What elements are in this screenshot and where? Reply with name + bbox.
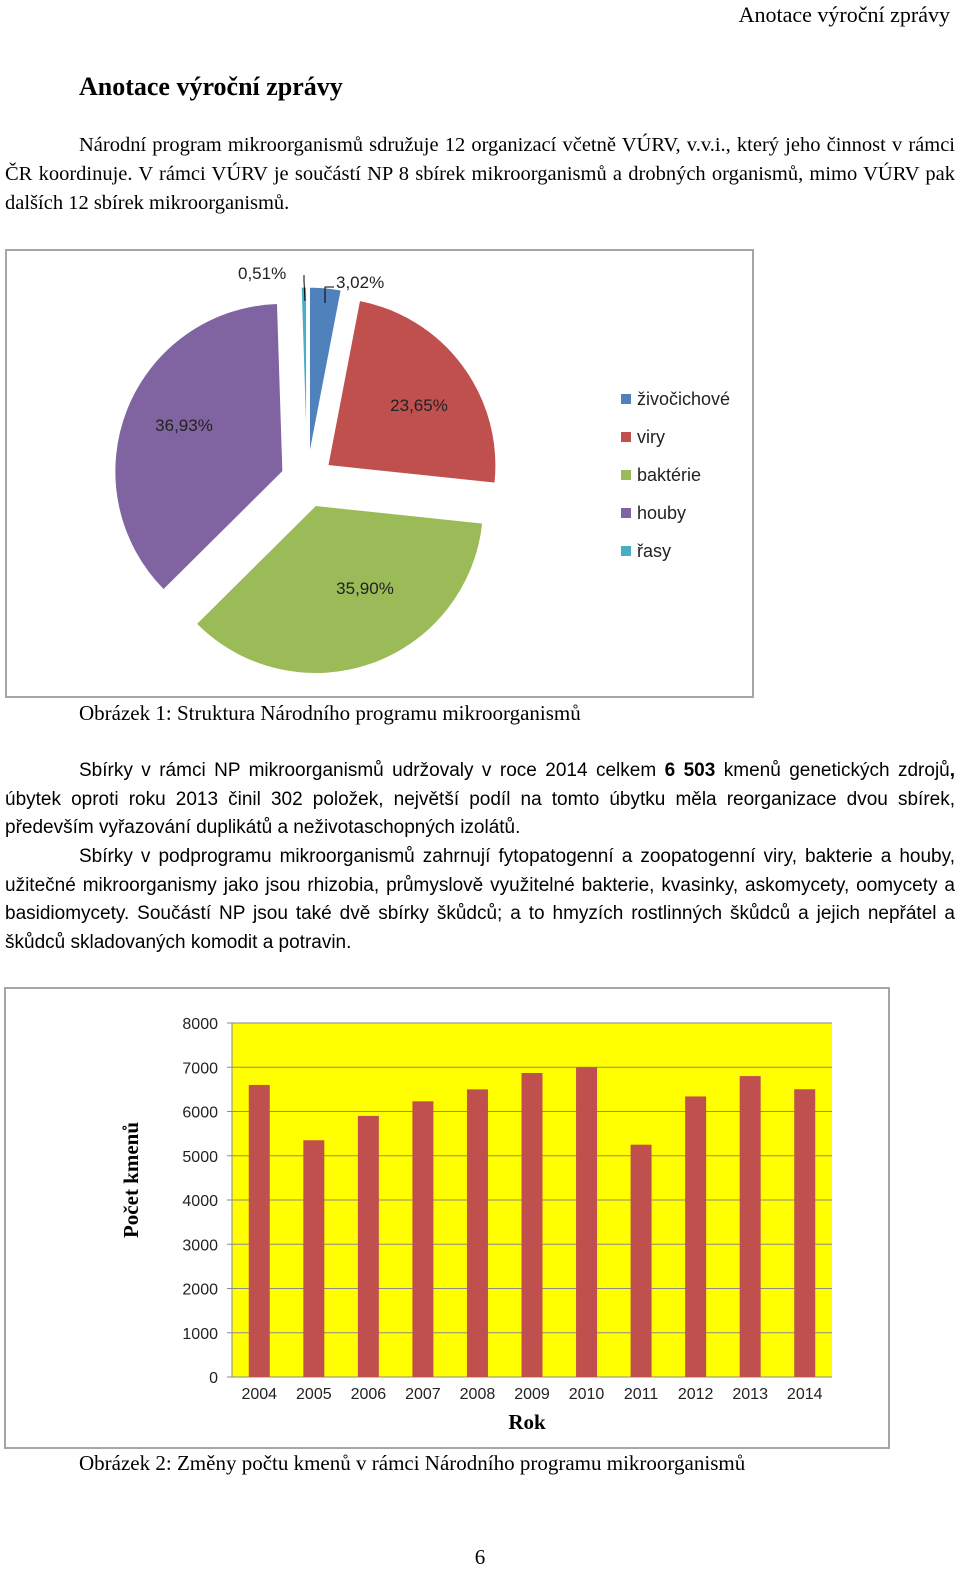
p2-comma: ,: [949, 760, 956, 781]
legend-swatch-2: [621, 470, 631, 480]
bar-2005: [303, 1140, 324, 1377]
x-tick-label-2006: 2006: [350, 1386, 387, 1403]
bar-2009: [522, 1073, 543, 1377]
pie-slice-3: [115, 303, 283, 589]
bar-2014: [794, 1089, 815, 1377]
legend-label-1: viry: [637, 427, 665, 447]
y-axis-title: Počet kmenů: [119, 1121, 143, 1239]
pie-label-0: 3,02%: [336, 273, 385, 292]
y-tick-label-7: 7000: [182, 1060, 218, 1078]
p2-rest: úbytek oproti roku 2013 činil 302 položek, největší podíl na tomto úbytku měla reorganizace dvou sbírek, především vyřazování duplikátů a neživotaschopných izolátů.: [5, 788, 955, 839]
intro-paragraph: [5, 131, 955, 218]
pie-label-2: 35,90%: [336, 579, 394, 598]
pie-label-4: 0,51%: [238, 264, 287, 283]
pie-chart-frame: [5, 249, 754, 698]
bar-2007: [412, 1101, 433, 1377]
intro-text: Národní program mikroorganismů sdružuje 12 organizací včetně VÚRV, v.v.i., který jeho činnost v rámci ČR koordinuje. V rámci VÚRV je součástí NP 8 sbírek mikroorganismů a drobných organismů, mimo VÚRV pak dalších 12 sbírek mikroorganismů.: [5, 134, 955, 214]
x-tick-label-2011: 2011: [623, 1386, 659, 1403]
y-tick-label-2: 2000: [182, 1281, 218, 1299]
p2-after: kmenů genetických zdrojů: [715, 760, 950, 781]
page-title: Anotace výroční zprávy: [79, 72, 343, 101]
bar-2012: [685, 1096, 706, 1377]
figure1-caption: Obrázek 1: Struktura Národního programu mikroorganismů: [79, 701, 581, 725]
p2-before: Sbírky v rámci NP mikroorganismů udržovaly v roce 2014 celkem: [79, 760, 665, 781]
pie-chart: [7, 251, 752, 696]
paragraph-subprogram: Sbírky v podprogramu mikroorganismů zahrnují fytopatogenní a zoopatogenní viry, bakterie a houby, užitečné mikroorganismy jako jsou rhizobia, průmyslově využitelné bakterie, kvasinky, askomycety, oomycety a basidiomycety. Součástí NP jsou také dvě sbírky škůdců; a to hmyzích rostlinných škůdců a jejich nepřátel a škůdců skladovaných komodit a potravin.: [5, 846, 955, 953]
bar-2004: [249, 1085, 270, 1377]
p2-bold-count: 6 503: [664, 760, 716, 781]
y-tick-label-0: 0: [209, 1370, 218, 1387]
paragraph-collections: [5, 757, 955, 843]
legend-swatch-1: [621, 432, 631, 442]
legend-label-3: houby: [637, 503, 687, 523]
y-tick-label-3: 3000: [182, 1237, 218, 1255]
x-tick-label-2008: 2008: [459, 1386, 496, 1403]
y-tick-label-5: 5000: [182, 1148, 218, 1166]
page-number: 6: [474, 1545, 486, 1569]
legend-swatch-3: [621, 508, 631, 518]
bar-2006: [358, 1116, 379, 1377]
x-tick-label-2005: 2005: [296, 1386, 332, 1403]
bar-chart: [6, 989, 888, 1447]
x-tick-label-2009: 2009: [514, 1386, 550, 1403]
bar-2011: [631, 1145, 652, 1377]
legend-swatch-0: [621, 394, 631, 404]
x-tick-label-2014: 2014: [786, 1386, 823, 1403]
x-tick-label-2012: 2012: [677, 1386, 714, 1403]
y-tick-label-6: 6000: [182, 1104, 218, 1122]
bar-chart-frame: [4, 987, 890, 1449]
x-tick-label-2007: 2007: [405, 1386, 441, 1403]
legend-label-0: živočichové: [637, 389, 731, 409]
bar-2008: [467, 1089, 488, 1377]
pie-label-1: 23,65%: [390, 396, 448, 415]
legend-label-2: baktérie: [637, 465, 702, 485]
pie-label-3: 36,93%: [155, 416, 213, 435]
x-tick-label-2010: 2010: [568, 1386, 605, 1403]
x-axis-title: Rok: [508, 1410, 546, 1434]
y-tick-label-4: 4000: [182, 1193, 218, 1210]
bar-2010: [576, 1067, 597, 1377]
bar-2013: [740, 1076, 761, 1377]
figure2-caption: Obrázek 2: Změny počtu kmenů v rámci Národního programu mikroorganismů: [79, 1451, 746, 1475]
y-tick-label-1: 1000: [182, 1325, 218, 1343]
running-header: Anotace výroční zprávy: [738, 2, 950, 27]
x-tick-label-2013: 2013: [732, 1386, 768, 1403]
legend-label-4: řasy: [637, 541, 672, 561]
legend-swatch-4: [621, 546, 631, 556]
pie-slice-4: [301, 287, 306, 455]
y-tick-label-8: 8000: [182, 1016, 218, 1033]
x-tick-label-2004: 2004: [241, 1386, 278, 1403]
pie-slice-1: [328, 301, 496, 484]
